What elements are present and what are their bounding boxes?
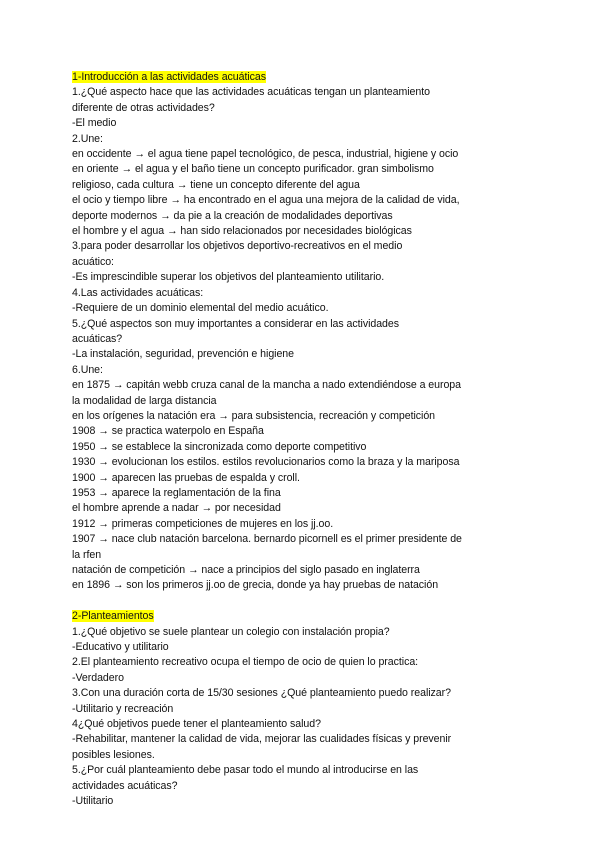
- text-line: 2.Une:: [72, 132, 103, 145]
- text-line: 2.El planteamiento recreativo ocupa el tiempo de ocio de quien lo practica:: [72, 656, 419, 669]
- text-line: la rfen: [72, 548, 102, 561]
- text-line: diferente de otras actividades?: [72, 101, 215, 114]
- text-line: deporte modernos → da pie a la creación de modalidades deportivas: [72, 209, 393, 222]
- text-line: en 1896 → son los primeros jj.oo de grecia, donde ya hay pruebas de natación: [72, 579, 439, 592]
- text-line: el hombre aprende a nadar → por necesidad: [72, 502, 281, 515]
- text-line: en oriente → el agua y el baño tiene un concepto purificador. gran simbolismo: [72, 163, 434, 176]
- section-1-heading-line: [72, 70, 500, 85]
- section-2-body: [72, 625, 500, 810]
- text-line: 4.Las actividades acuáticas:: [72, 286, 204, 299]
- text-line: 1907 → nace club natación barcelona. bernardo picornell es el primer presidente de: [72, 533, 462, 546]
- text-line: -Rehabilitar, mantener la calidad de vida, mejorar las cualidades físicas y prevenir: [72, 733, 452, 746]
- text-line: 1930 → evolucionan los estilos. estilos revolucionarios como la braza y la mariposa: [72, 456, 460, 469]
- text-line: 5.¿Por cuál planteamiento debe pasar todo el mundo al introducirse en las: [72, 764, 419, 777]
- section-spacer: [72, 594, 500, 609]
- text-line: 1.¿Qué objetivo se suele plantear un colegio con instalación propia?: [72, 625, 390, 638]
- text-line: acuático:: [72, 255, 114, 268]
- text-line: -Educativo y utilitario: [72, 641, 169, 654]
- text-line: -La instalación, seguridad, prevención e higiene: [72, 348, 294, 361]
- text-line: la modalidad de larga distancia: [72, 394, 217, 407]
- text-line: -Verdadero: [72, 671, 124, 684]
- text-line: -Es imprescindible superar los objetivos del planteamiento utilitario.: [72, 271, 385, 284]
- text-line: 1908 → se practica waterpolo en España: [72, 425, 264, 438]
- text-line: en 1875 → capitán webb cruza canal de la mancha a nado extendiéndose a europa: [72, 379, 461, 392]
- text-line: 3.para poder desarrollar los objetivos deportivo-recreativos en el medio: [72, 240, 403, 253]
- section-1-body: [72, 85, 500, 593]
- section-2-heading-line: [72, 609, 500, 624]
- text-line: 1953 → aparece la reglamentación de la fina: [72, 486, 281, 499]
- text-line: posibles lesiones.: [72, 748, 155, 761]
- section-2-heading: 2-Planteamientos: [72, 610, 154, 623]
- text-line: 1.¿Qué aspecto hace que las actividades acuáticas tengan un planteamiento: [72, 86, 430, 99]
- text-line: -El medio: [72, 117, 117, 130]
- section-1-heading: 1-Introducción a las actividades acuáticas: [72, 71, 266, 83]
- text-line: en los orígenes la natación era → para subsistencia, recreación y competición: [72, 409, 436, 422]
- text-line: natación de competición → nace a principios del siglo pasado en inglaterra: [72, 564, 420, 576]
- text-line: -Utilitario: [72, 795, 114, 808]
- text-line: 1900 → aparecen las pruebas de espalda y croll.: [72, 471, 300, 484]
- text-line: 4¿Qué objetivos puede tener el planteamiento salud?: [72, 718, 321, 731]
- text-line: 3.Con una duración corta de 15/30 sesiones ¿Qué planteamiento puedo realizar?: [72, 687, 451, 700]
- text-line: -Utilitario y recreación: [72, 702, 174, 715]
- text-line: el ocio y tiempo libre → ha encontrado en el agua una mejora de la calidad de vida,: [72, 194, 460, 207]
- text-line: 5.¿Qué aspectos son muy importantes a considerar en las actividades: [72, 317, 399, 330]
- text-line: acuáticas?: [72, 332, 123, 345]
- text-line: -Requiere de un dominio elemental del medio acuático.: [72, 302, 329, 315]
- text-line: el hombre y el agua → han sido relacionados por necesidades biológicas: [72, 225, 412, 238]
- text-line: religioso, cada cultura → tiene un concepto diferente del agua: [72, 178, 360, 191]
- text-line: 6.Une:: [72, 363, 103, 376]
- text-line: 1912 → primeras competiciones de mujeres en los jj.oo.: [72, 517, 334, 530]
- text-line: 1950 → se establece la sincronizada como deporte competitivo: [72, 440, 367, 453]
- text-line: en occidente → el agua tiene papel tecnológico, de pesca, industrial, higiene y ocio: [72, 148, 459, 161]
- text-line: actividades acuáticas?: [72, 779, 178, 792]
